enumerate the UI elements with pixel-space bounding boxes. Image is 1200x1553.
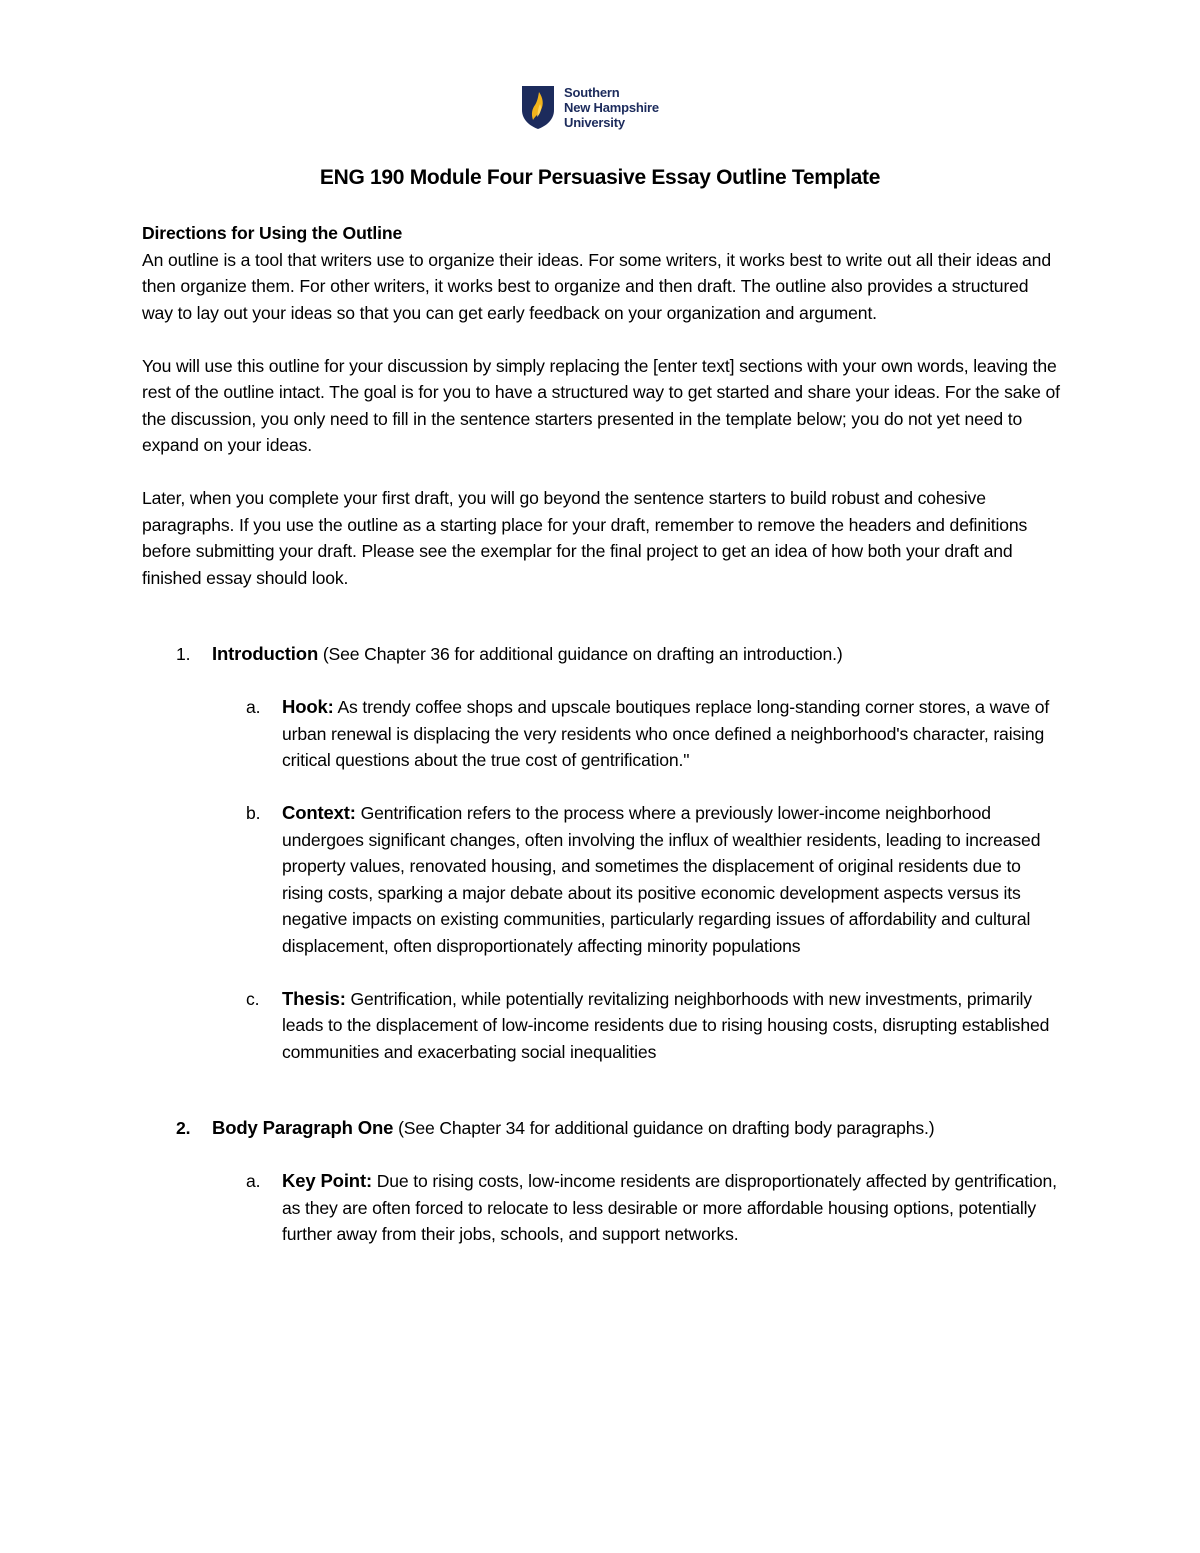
sub-item-marker: b. [246,803,261,823]
outline-section-body-paragraph-one [142,1115,1062,1248]
sub-item-text: Due to rising costs, low-income residents are disproportionately affected by gentrification, as they are often forced to relocate to less desirable or more affordable housing options, potentially further away from their jobs, schools, and support networks. [282,1171,1057,1244]
sub-item-label: Key Point: [282,1170,372,1191]
sub-item-label: Hook: [282,696,334,717]
sub-item-text: Gentrification refers to the process where a previously lower-income neighborhood undergoes significant changes, often involving the influx of wealthier residents, leading to increased property values, renovated housing, and sometimes the displacement of original residents due to rising costs, sparking a major debate about its positive economic development aspects versus its negative impacts on existing communities, particularly regarding issues of affordability and cultural displacement, often disproportionately affecting minority populations [282,803,1041,956]
outline-sub-item-thesis [142,986,1062,1066]
directions-paragraph: An outline is a tool that writers use to organize their ideas. For some writers, it works best to write out all their ideas and then organize them. For other writers, it works best to organize and then draft. The outline also provides a structured way to lay out your ideas so that you can get early feedback on your organization and argument. [142,249,1051,323]
outline-number: 1. [176,644,191,664]
outline-sub-item-key-point [142,1168,1062,1248]
sub-item-text: As trendy coffee shops and upscale boutiques replace long-standing corner stores, a wave of urban renewal is displacing the very residents who once defined a neighborhood's character, raising critical questions about the true cost of gentrification." [282,697,1050,770]
outline-sub-list [212,1168,1062,1248]
outline-sub-list [212,694,1062,1065]
directions-heading: Directions for Using the Outline [142,223,403,243]
document-title: ENG 190 Module Four Persuasive Essay Outline Template [319,166,881,189]
outline-label: Body Paragraph One [212,1117,394,1138]
outline-note: (See Chapter 34 for additional guidance on drafting body paragraphs.) [393,1118,935,1138]
outline-section-introduction [142,641,1062,1065]
university-logo [520,84,700,134]
outline-number: 2. [176,1118,191,1138]
sub-item-marker: a. [246,697,261,717]
logo-wordmark [564,85,659,130]
logo-line-1: Southern [564,85,620,100]
sub-item-label: Context: [282,802,356,823]
sub-item-label: Thesis: [282,987,346,1009]
directions-paragraph: Later, when you complete your first draft, you will go beyond the sentence starters to build robust and cohesive paragraphs. If you use the outline as a starting place for your draft, remember to remove the headers and definitions before submitting your draft. Please see the exemplar for the final project to get an idea of how both your draft and finished essay should look. [142,488,1028,588]
shield-flame-icon [520,84,556,130]
sub-item-text: Gentrification, while potentially revitalizing neighborhoods with new investments, primarily leads to the displacement of low-income residents due to rising housing costs, disrupting established communities and exacerbating social inequalities [282,988,1050,1062]
outline-note: (See Chapter 36 for additional guidance on drafting an introduction.) [318,644,843,664]
document-body [142,220,1062,1274]
sub-item-marker: c. [246,988,260,1009]
logo-line-2: New Hampshire [564,100,659,115]
logo-line-3: University [564,115,625,130]
outline-sub-item-context [142,800,1062,959]
outline-sub-item-hook [142,694,1062,774]
outline-label: Introduction [212,643,319,664]
sub-item-marker: a. [246,1171,261,1191]
directions-paragraph: You will use this outline for your discussion by simply replacing the [enter text] sections with your own words, leaving the rest of the outline intact. The goal is for you to have a structured way to get started and share your ideas. For the sake of the discussion, you only need to fill in the sentence starters presented in the template below; you do not yet need to expand on your ideas. [142,355,1060,455]
